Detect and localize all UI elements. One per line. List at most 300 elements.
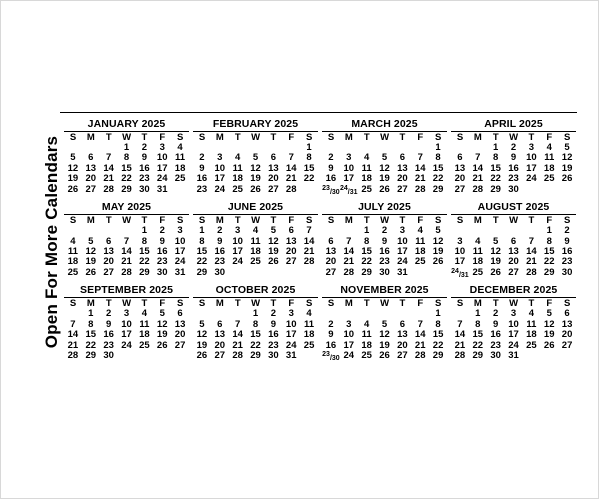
day-cell[interactable]: 13: [103, 246, 114, 257]
day-cell[interactable]: 19: [156, 329, 168, 341]
day-cell[interactable]: 30: [490, 350, 501, 361]
day-cell[interactable]: 22: [472, 339, 484, 351]
day-cell[interactable]: 17: [285, 329, 297, 341]
day-cell[interactable]: 26: [379, 183, 390, 195]
day-cell[interactable]: 20: [268, 173, 279, 185]
day-cell[interactable]: 1: [435, 142, 441, 153]
day-cell[interactable]: 1: [546, 225, 552, 237]
day-cell[interactable]: 7: [346, 235, 352, 247]
day-cell[interactable]: 14: [454, 329, 466, 341]
day-cell[interactable]: 30: [214, 266, 226, 278]
day-cell[interactable]: 22: [250, 339, 261, 351]
day-cell[interactable]: 24: [232, 256, 243, 268]
day-cell[interactable]: 13: [325, 246, 337, 257]
day-cell[interactable]: 11: [361, 162, 372, 174]
day-cell[interactable]: 5: [88, 235, 94, 247]
day-cell[interactable]: 11: [175, 152, 186, 164]
day-cell[interactable]: 22: [303, 173, 315, 185]
day-cell[interactable]: 18: [303, 329, 315, 341]
day-cell[interactable]: 19: [432, 246, 444, 257]
day-cell[interactable]: 23: [268, 339, 279, 351]
day-cell[interactable]: 1: [363, 225, 370, 237]
day-cell[interactable]: 2: [217, 225, 223, 237]
day-cell[interactable]: 1: [306, 142, 312, 153]
day-cell[interactable]: 10: [121, 318, 132, 330]
day-cell[interactable]: 22: [490, 173, 501, 185]
day-cell[interactable]: 15: [432, 329, 444, 341]
day-cell[interactable]: 30: [156, 266, 168, 278]
day-cell[interactable]: 15: [472, 329, 484, 341]
day-cell[interactable]: 17: [526, 162, 537, 174]
day-cell[interactable]: 14: [121, 246, 132, 257]
day-cell[interactable]: 14: [526, 246, 537, 257]
day-cell[interactable]: 19: [196, 339, 208, 351]
day-cell[interactable]: 4: [546, 142, 552, 153]
day-cell[interactable]: 25: [526, 339, 537, 351]
day-cell[interactable]: 8: [546, 235, 552, 247]
day-cell[interactable]: 23: [490, 339, 501, 351]
day-cell[interactable]: 22: [121, 173, 132, 185]
day-cell[interactable]: 16: [139, 162, 150, 174]
day-cell[interactable]: 10: [214, 162, 226, 174]
day-cell[interactable]: 25: [232, 183, 243, 195]
day-cell[interactable]: 31: [397, 266, 408, 278]
day-cell[interactable]: 28: [472, 183, 484, 195]
day-cell[interactable]: 27: [214, 350, 226, 361]
day-cell[interactable]: 17: [454, 256, 466, 268]
day-cell[interactable]: 21: [303, 246, 315, 257]
day-cell[interactable]: 20: [214, 339, 226, 351]
day-cell[interactable]: 24: [214, 183, 226, 195]
day-cell[interactable]: 3: [123, 308, 130, 320]
day-cell[interactable]: 27: [325, 266, 337, 278]
day-cell[interactable]: 30: [561, 266, 573, 278]
day-cell[interactable]: 27: [174, 339, 186, 351]
day-cell[interactable]: 30: [268, 350, 279, 361]
day-cell[interactable]: 29: [139, 266, 150, 278]
day-cell[interactable]: 26: [432, 256, 444, 268]
day-cell[interactable]: 6: [457, 152, 463, 164]
day-cell[interactable]: 23: [196, 183, 208, 195]
day-cell[interactable]: 1: [475, 308, 481, 320]
day-cell[interactable]: 5: [546, 308, 552, 320]
day-cell[interactable]: 17: [508, 329, 519, 341]
day-cell[interactable]: 25: [361, 350, 372, 361]
day-cell[interactable]: 10: [526, 152, 537, 164]
day-cell[interactable]: 29: [121, 183, 132, 195]
day-cell[interactable]: 13: [397, 162, 408, 174]
day-cell[interactable]: 16: [214, 246, 226, 257]
day-cell[interactable]: 6: [177, 308, 183, 320]
day-cell[interactable]: 7: [288, 152, 294, 164]
day-cell[interactable]: 27: [454, 183, 466, 195]
day-cell[interactable]: 9: [159, 235, 165, 247]
day-cell[interactable]: 20: [561, 329, 573, 341]
day-cell[interactable]: 20: [285, 246, 297, 257]
day-cell[interactable]: 14: [472, 162, 484, 174]
day-cell[interactable]: 15: [303, 162, 315, 174]
day-cell[interactable]: 12: [268, 235, 279, 247]
day-cell[interactable]: 30: [508, 183, 519, 195]
day-cell[interactable]: 19: [67, 173, 79, 185]
day-cell[interactable]: 8: [141, 235, 147, 247]
day-cell[interactable]: 18: [526, 329, 537, 341]
day-cell[interactable]: 8: [88, 318, 94, 330]
day-cell[interactable]: 24: [121, 339, 132, 351]
day-cell[interactable]: $^{23}$/30: [322, 184, 340, 196]
day-cell[interactable]: 8: [492, 152, 499, 164]
day-cell[interactable]: 21: [285, 173, 297, 185]
day-cell[interactable]: 6: [399, 152, 405, 164]
day-cell[interactable]: 25: [543, 173, 555, 185]
day-cell[interactable]: 11: [544, 152, 555, 164]
day-cell[interactable]: 12: [432, 235, 444, 247]
day-cell[interactable]: 5: [70, 152, 76, 164]
day-cell[interactable]: 22: [361, 256, 372, 268]
day-cell[interactable]: 18: [543, 162, 555, 174]
day-cell[interactable]: 16: [325, 173, 337, 185]
day-cell[interactable]: 8: [435, 152, 441, 164]
day-cell[interactable]: 21: [343, 256, 355, 268]
day-cell[interactable]: 19: [85, 256, 97, 268]
day-cell[interactable]: 8: [435, 318, 441, 330]
day-cell[interactable]: 10: [232, 235, 243, 247]
day-cell[interactable]: 1: [88, 308, 94, 320]
day-cell[interactable]: 20: [397, 339, 408, 351]
day-cell[interactable]: 22: [432, 173, 444, 185]
day-cell[interactable]: 15: [85, 329, 97, 341]
day-cell[interactable]: 28: [121, 266, 132, 278]
day-cell[interactable]: 25: [174, 173, 186, 185]
day-cell[interactable]: 25: [139, 339, 150, 351]
day-cell[interactable]: 3: [159, 142, 165, 153]
day-cell[interactable]: 9: [141, 152, 147, 164]
day-cell[interactable]: 25: [303, 339, 315, 351]
day-cell[interactable]: 13: [508, 246, 519, 257]
day-cell[interactable]: 21: [232, 339, 243, 351]
day-cell[interactable]: 15: [543, 246, 555, 257]
day-cell[interactable]: 20: [508, 256, 519, 268]
day-cell[interactable]: 9: [510, 152, 517, 164]
day-cell[interactable]: 9: [564, 235, 570, 247]
day-cell[interactable]: 10: [174, 235, 186, 247]
day-cell[interactable]: 28: [414, 183, 426, 195]
day-cell[interactable]: 28: [67, 350, 79, 361]
day-cell[interactable]: 4: [363, 318, 370, 330]
day-cell[interactable]: 27: [103, 266, 114, 278]
day-cell[interactable]: 20: [174, 329, 186, 341]
day-cell[interactable]: 6: [328, 235, 334, 247]
day-cell[interactable]: 26: [379, 350, 390, 361]
day-cell[interactable]: 5: [159, 308, 165, 320]
day-cell[interactable]: 9: [270, 318, 276, 330]
day-cell[interactable]: 30: [379, 266, 390, 278]
day-cell[interactable]: 29: [543, 266, 555, 278]
day-cell[interactable]: 19: [543, 329, 555, 341]
day-cell[interactable]: 9: [217, 235, 223, 247]
day-cell[interactable]: 15: [432, 162, 444, 174]
day-cell[interactable]: 2: [105, 308, 112, 320]
day-cell[interactable]: 3: [457, 235, 463, 247]
day-cell[interactable]: 19: [268, 246, 279, 257]
day-cell[interactable]: 4: [417, 225, 423, 237]
day-cell[interactable]: 12: [85, 246, 97, 257]
day-cell[interactable]: 3: [177, 225, 183, 237]
day-cell[interactable]: 18: [414, 246, 426, 257]
day-cell[interactable]: 23: [156, 256, 168, 268]
day-cell[interactable]: 16: [196, 173, 208, 185]
day-cell[interactable]: 16: [561, 246, 573, 257]
day-cell[interactable]: 2: [141, 142, 147, 153]
day-cell[interactable]: 5: [492, 235, 499, 247]
day-cell[interactable]: 28: [454, 350, 466, 361]
day-cell[interactable]: 1: [141, 225, 147, 237]
day-cell[interactable]: 2: [564, 225, 570, 237]
day-cell[interactable]: 13: [214, 329, 226, 341]
day-cell[interactable]: 14: [414, 329, 426, 341]
day-cell[interactable]: 13: [285, 235, 297, 247]
day-cell[interactable]: 30: [103, 350, 114, 361]
day-cell[interactable]: 3: [528, 142, 534, 153]
day-cell[interactable]: 17: [214, 173, 226, 185]
day-cell[interactable]: 11: [361, 329, 372, 341]
day-cell[interactable]: 26: [67, 183, 79, 195]
day-cell[interactable]: 27: [285, 256, 297, 268]
day-cell[interactable]: 21: [103, 173, 114, 185]
day-cell[interactable]: 1: [492, 142, 499, 153]
day-cell[interactable]: 15: [361, 246, 372, 257]
day-cell[interactable]: 12: [490, 246, 501, 257]
day-cell[interactable]: 4: [177, 142, 183, 153]
day-cell[interactable]: 25: [414, 256, 426, 268]
day-cell[interactable]: 22: [432, 339, 444, 351]
day-cell[interactable]: 29: [432, 350, 444, 361]
day-cell[interactable]: 23: [508, 173, 519, 185]
day-cell[interactable]: 2: [328, 318, 334, 330]
day-cell[interactable]: 22: [85, 339, 97, 351]
day-cell[interactable]: 2: [270, 308, 276, 320]
day-cell[interactable]: 16: [103, 329, 114, 341]
day-cell[interactable]: 19: [250, 173, 261, 185]
day-cell[interactable]: 8: [475, 318, 481, 330]
day-cell[interactable]: 17: [343, 339, 355, 351]
day-cell[interactable]: 29: [472, 350, 484, 361]
day-cell[interactable]: 22: [139, 256, 150, 268]
day-cell[interactable]: 14: [103, 162, 114, 174]
day-cell[interactable]: 18: [139, 329, 150, 341]
day-cell[interactable]: 14: [232, 329, 243, 341]
day-cell[interactable]: 16: [268, 329, 279, 341]
day-cell[interactable]: 27: [397, 350, 408, 361]
day-cell[interactable]: 3: [510, 308, 517, 320]
day-cell[interactable]: 7: [417, 318, 423, 330]
day-cell[interactable]: 11: [526, 318, 537, 330]
day-cell[interactable]: 15: [490, 162, 501, 174]
day-cell[interactable]: 26: [85, 266, 97, 278]
day-cell[interactable]: 17: [232, 246, 243, 257]
day-cell[interactable]: 10: [285, 318, 297, 330]
day-cell[interactable]: 28: [526, 266, 537, 278]
day-cell[interactable]: 13: [85, 162, 97, 174]
day-cell[interactable]: 29: [196, 266, 208, 278]
day-cell[interactable]: 12: [379, 162, 390, 174]
day-cell[interactable]: $^{23}$/30: [322, 351, 340, 363]
open-for-more-calendars-label[interactable]: Open For More Calendars: [42, 135, 61, 349]
day-cell[interactable]: 18: [67, 256, 79, 268]
day-cell[interactable]: 12: [561, 152, 573, 164]
day-cell[interactable]: 1: [123, 142, 130, 153]
day-cell[interactable]: 12: [67, 162, 79, 174]
day-cell[interactable]: 2: [492, 308, 499, 320]
day-cell[interactable]: 7: [105, 152, 112, 164]
day-cell[interactable]: 12: [156, 318, 168, 330]
day-cell[interactable]: 4: [363, 152, 370, 164]
day-cell[interactable]: 13: [174, 318, 186, 330]
day-cell[interactable]: 24: [174, 256, 186, 268]
day-cell[interactable]: 4: [234, 152, 241, 164]
day-cell[interactable]: 16: [325, 339, 337, 351]
day-cell[interactable]: 20: [325, 256, 337, 268]
day-cell[interactable]: 4: [306, 308, 312, 320]
day-cell[interactable]: 5: [381, 318, 388, 330]
day-cell[interactable]: 23: [139, 173, 150, 185]
day-cell[interactable]: 1: [252, 308, 259, 320]
day-cell[interactable]: 17: [121, 329, 132, 341]
day-cell[interactable]: 26: [156, 339, 168, 351]
day-cell[interactable]: 27: [397, 183, 408, 195]
day-cell[interactable]: 7: [457, 318, 463, 330]
day-cell[interactable]: 2: [159, 225, 165, 237]
day-cell[interactable]: 9: [105, 318, 112, 330]
day-cell[interactable]: 6: [88, 152, 94, 164]
day-cell[interactable]: 14: [67, 329, 79, 341]
day-cell[interactable]: 17: [156, 162, 168, 174]
day-cell[interactable]: 16: [379, 246, 390, 257]
day-cell[interactable]: 31: [174, 266, 186, 278]
day-cell[interactable]: 26: [268, 256, 279, 268]
day-cell[interactable]: 26: [196, 350, 208, 361]
day-cell[interactable]: 24: [343, 350, 355, 361]
day-cell[interactable]: 1: [199, 225, 205, 237]
day-cell[interactable]: 3: [288, 308, 294, 320]
day-cell[interactable]: 9: [328, 162, 334, 174]
day-cell[interactable]: 12: [196, 329, 208, 341]
day-cell[interactable]: 16: [508, 162, 519, 174]
day-cell[interactable]: 16: [156, 246, 168, 257]
day-cell[interactable]: 23: [561, 256, 573, 268]
day-cell[interactable]: 18: [472, 256, 484, 268]
day-cell[interactable]: 27: [508, 266, 519, 278]
day-cell[interactable]: 20: [85, 173, 97, 185]
day-cell[interactable]: 26: [490, 266, 501, 278]
day-cell[interactable]: 7: [417, 152, 423, 164]
day-cell[interactable]: 7: [123, 235, 130, 247]
day-cell[interactable]: 21: [472, 173, 484, 185]
day-cell[interactable]: 20: [397, 173, 408, 185]
day-cell[interactable]: 4: [141, 308, 147, 320]
day-cell[interactable]: 24: [508, 339, 519, 351]
day-cell[interactable]: 2: [510, 142, 517, 153]
day-cell[interactable]: 5: [199, 318, 205, 330]
day-cell[interactable]: 6: [288, 225, 294, 237]
day-cell[interactable]: 29: [490, 183, 501, 195]
day-cell[interactable]: 5: [564, 142, 570, 153]
day-cell[interactable]: 13: [397, 329, 408, 341]
day-cell[interactable]: 18: [361, 339, 372, 351]
day-cell[interactable]: 14: [414, 162, 426, 174]
day-cell[interactable]: 31: [508, 350, 519, 361]
day-cell[interactable]: 19: [379, 173, 390, 185]
day-cell[interactable]: 7: [306, 225, 312, 237]
day-cell[interactable]: 24: [156, 173, 168, 185]
day-cell[interactable]: 7: [528, 235, 534, 247]
day-cell[interactable]: 28: [414, 350, 426, 361]
day-cell[interactable]: 19: [490, 256, 501, 268]
day-cell[interactable]: 18: [232, 173, 243, 185]
day-cell[interactable]: 9: [199, 162, 205, 174]
day-cell[interactable]: 23: [214, 256, 226, 268]
day-cell[interactable]: 21: [121, 256, 132, 268]
day-cell[interactable]: 6: [399, 318, 405, 330]
day-cell[interactable]: 16: [490, 329, 501, 341]
day-cell[interactable]: 4: [528, 308, 534, 320]
day-cell[interactable]: 8: [363, 235, 370, 247]
day-cell[interactable]: 28: [103, 183, 114, 195]
day-cell[interactable]: 18: [361, 173, 372, 185]
day-cell[interactable]: 28: [343, 266, 355, 278]
day-cell[interactable]: 15: [250, 329, 261, 341]
day-cell[interactable]: 11: [250, 235, 261, 247]
day-cell[interactable]: 30: [139, 183, 150, 195]
day-cell[interactable]: 12: [379, 329, 390, 341]
day-cell[interactable]: 21: [454, 339, 466, 351]
day-cell[interactable]: 13: [561, 318, 573, 330]
day-cell[interactable]: 18: [250, 246, 261, 257]
day-cell[interactable]: 18: [174, 162, 186, 174]
day-cell[interactable]: 14: [343, 246, 355, 257]
day-cell[interactable]: 28: [232, 350, 243, 361]
day-cell[interactable]: 3: [399, 225, 405, 237]
day-cell[interactable]: 15: [196, 246, 208, 257]
day-cell[interactable]: 10: [156, 152, 168, 164]
day-cell[interactable]: 28: [303, 256, 315, 268]
day-cell[interactable]: 11: [472, 246, 483, 257]
day-cell[interactable]: 19: [561, 162, 573, 174]
day-cell[interactable]: 11: [415, 235, 426, 247]
day-cell[interactable]: 9: [328, 329, 334, 341]
day-cell[interactable]: 8: [306, 152, 312, 164]
day-cell[interactable]: 6: [270, 152, 276, 164]
day-cell[interactable]: 11: [304, 318, 315, 330]
day-cell[interactable]: 27: [268, 183, 279, 195]
day-cell[interactable]: 8: [252, 318, 259, 330]
day-cell[interactable]: 26: [543, 339, 555, 351]
day-cell[interactable]: 3: [234, 225, 241, 237]
day-cell[interactable]: 23: [379, 256, 390, 268]
day-cell[interactable]: 13: [268, 162, 279, 174]
day-cell[interactable]: 15: [121, 162, 132, 174]
day-cell[interactable]: 29: [85, 350, 97, 361]
day-cell[interactable]: 29: [361, 266, 372, 278]
day-cell[interactable]: 17: [343, 173, 355, 185]
day-cell[interactable]: 3: [346, 152, 352, 164]
day-cell[interactable]: 20: [454, 173, 466, 185]
day-cell[interactable]: 11: [139, 318, 150, 330]
day-cell[interactable]: 9: [381, 235, 388, 247]
day-cell[interactable]: 24: [526, 173, 537, 185]
day-cell[interactable]: 10: [454, 246, 466, 257]
day-cell[interactable]: 12: [250, 162, 261, 174]
